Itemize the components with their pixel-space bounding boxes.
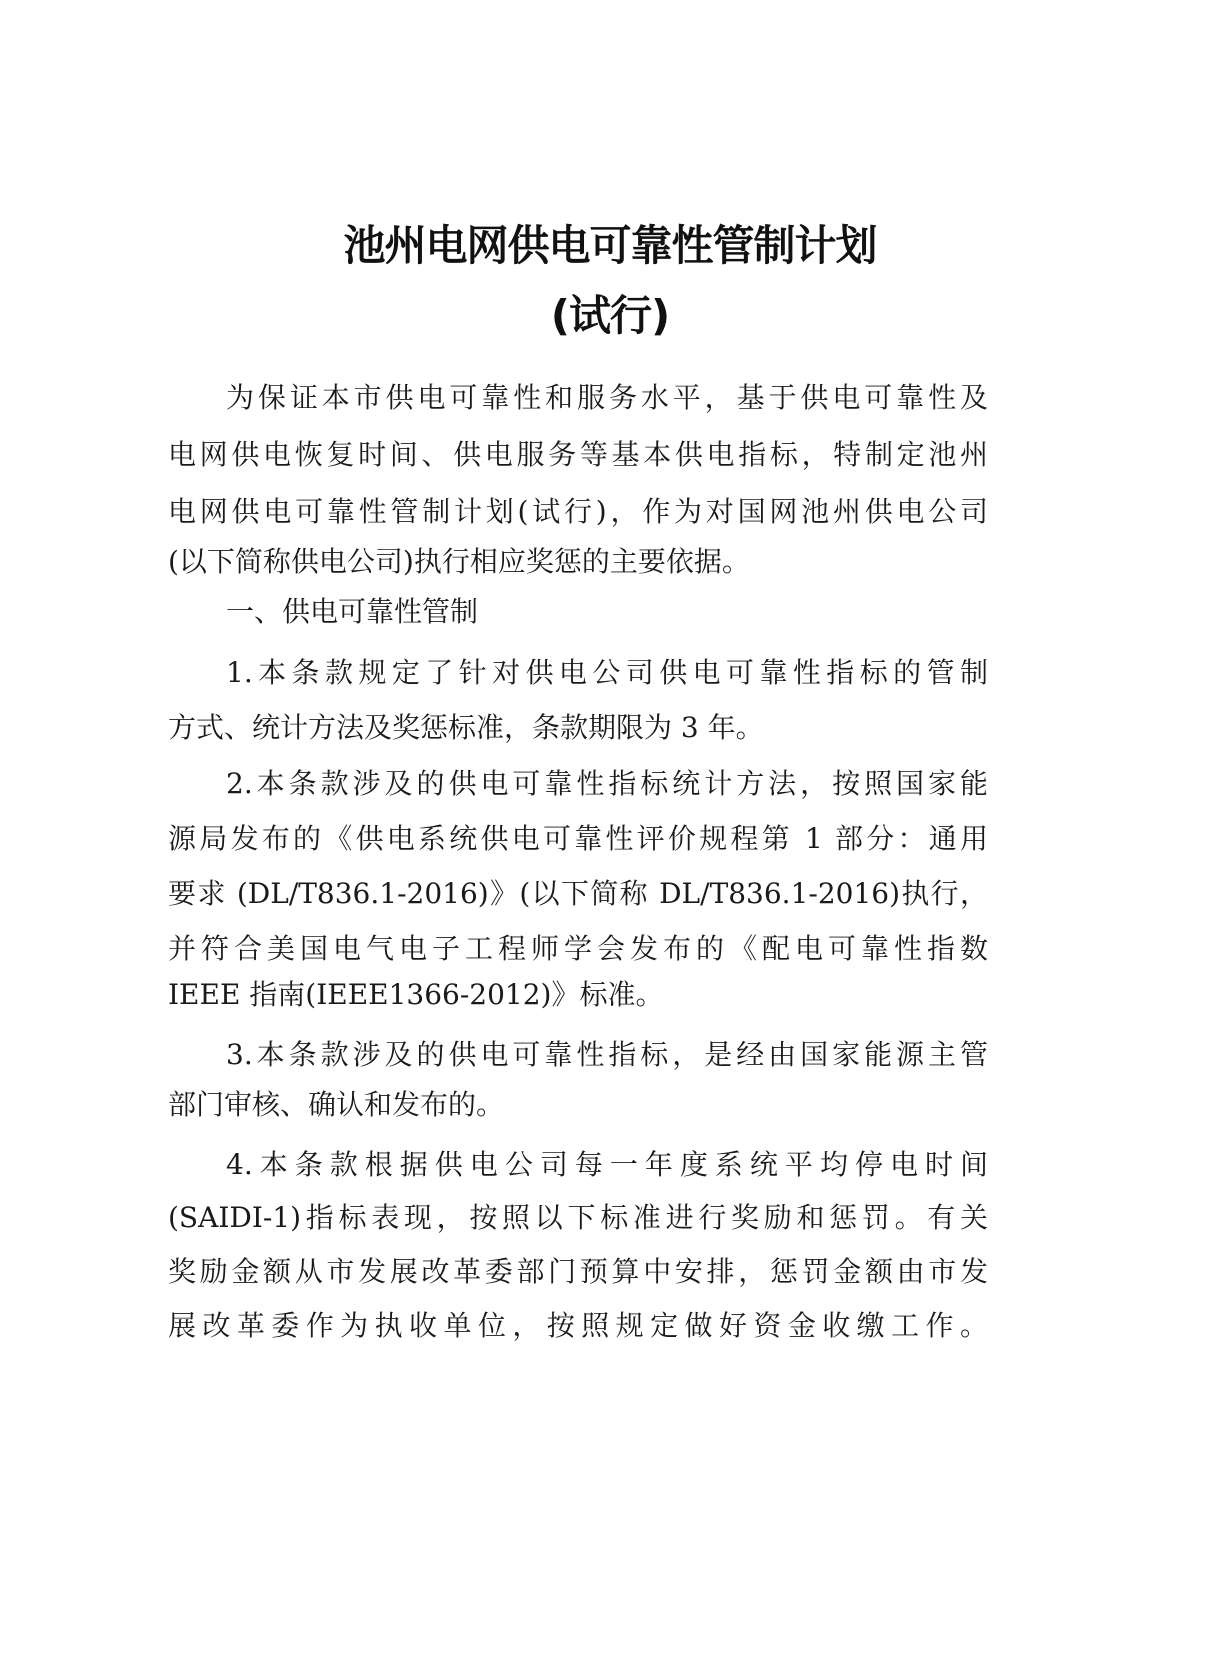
paragraph-line: 2.本条款涉及的供电可靠性指标统计方法，按照国家能 <box>226 767 988 800</box>
paragraph-line: 展改革委作为执收单位，按照规定做好资金收缴工作。 <box>168 1309 988 1342</box>
paragraph-line: 1.本条款规定了针对供电公司供电可靠性指标的管制 <box>226 656 988 689</box>
paragraph-line: 为保证本市供电可靠性和服务水平，基于供电可靠性及 <box>226 381 988 414</box>
paragraph-line: 方式、统计方法及奖惩标准，条款期限为 3 年。 <box>168 711 764 744</box>
paragraph-line: (以下简称供电公司)执行相应奖惩的主要依据。 <box>168 545 750 578</box>
paragraph-line: 源局发布的《供电系统供电可靠性评价规程第 1 部分：通用 <box>168 822 988 855</box>
paragraph-line: 要求 (DL/T836.1-2016)》(以下简称 DL/T836.1-2016)执行， <box>168 877 988 910</box>
paragraph-line: 并符合美国电气电子工程师学会发布的《配电可靠性指数 <box>168 932 988 965</box>
paragraph-line: 3.本条款涉及的供电可靠性指标，是经由国家能源主管 <box>226 1038 988 1071</box>
document-title: 池州电网供电可靠性管制计划 <box>343 221 877 270</box>
document-subtitle: (试行) <box>550 291 670 340</box>
paragraph-line: 电网供电可靠性管制计划(试行)，作为对国网池州供电公司 <box>168 495 988 528</box>
paragraph-line: 4.本条款根据供电公司每一年度系统平均停电时间 <box>226 1148 988 1181</box>
section-heading: 一、供电可靠性管制 <box>226 595 479 628</box>
paragraph-line: (SAIDI-1)指标表现，按照以下标准进行奖励和惩罚。有关 <box>168 1201 988 1234</box>
paragraph-line: 部门审核、确认和发布的。 <box>168 1088 505 1121</box>
paragraph-line: 奖励金额从市发展改革委部门预算中安排，惩罚金额由市发 <box>168 1255 988 1288</box>
paragraph-line: IEEE 指南(IEEE1366-2012)》标准。 <box>168 978 664 1011</box>
paragraph-line: 电网供电恢复时间、供电服务等基本供电指标，特制定池州 <box>168 438 988 471</box>
